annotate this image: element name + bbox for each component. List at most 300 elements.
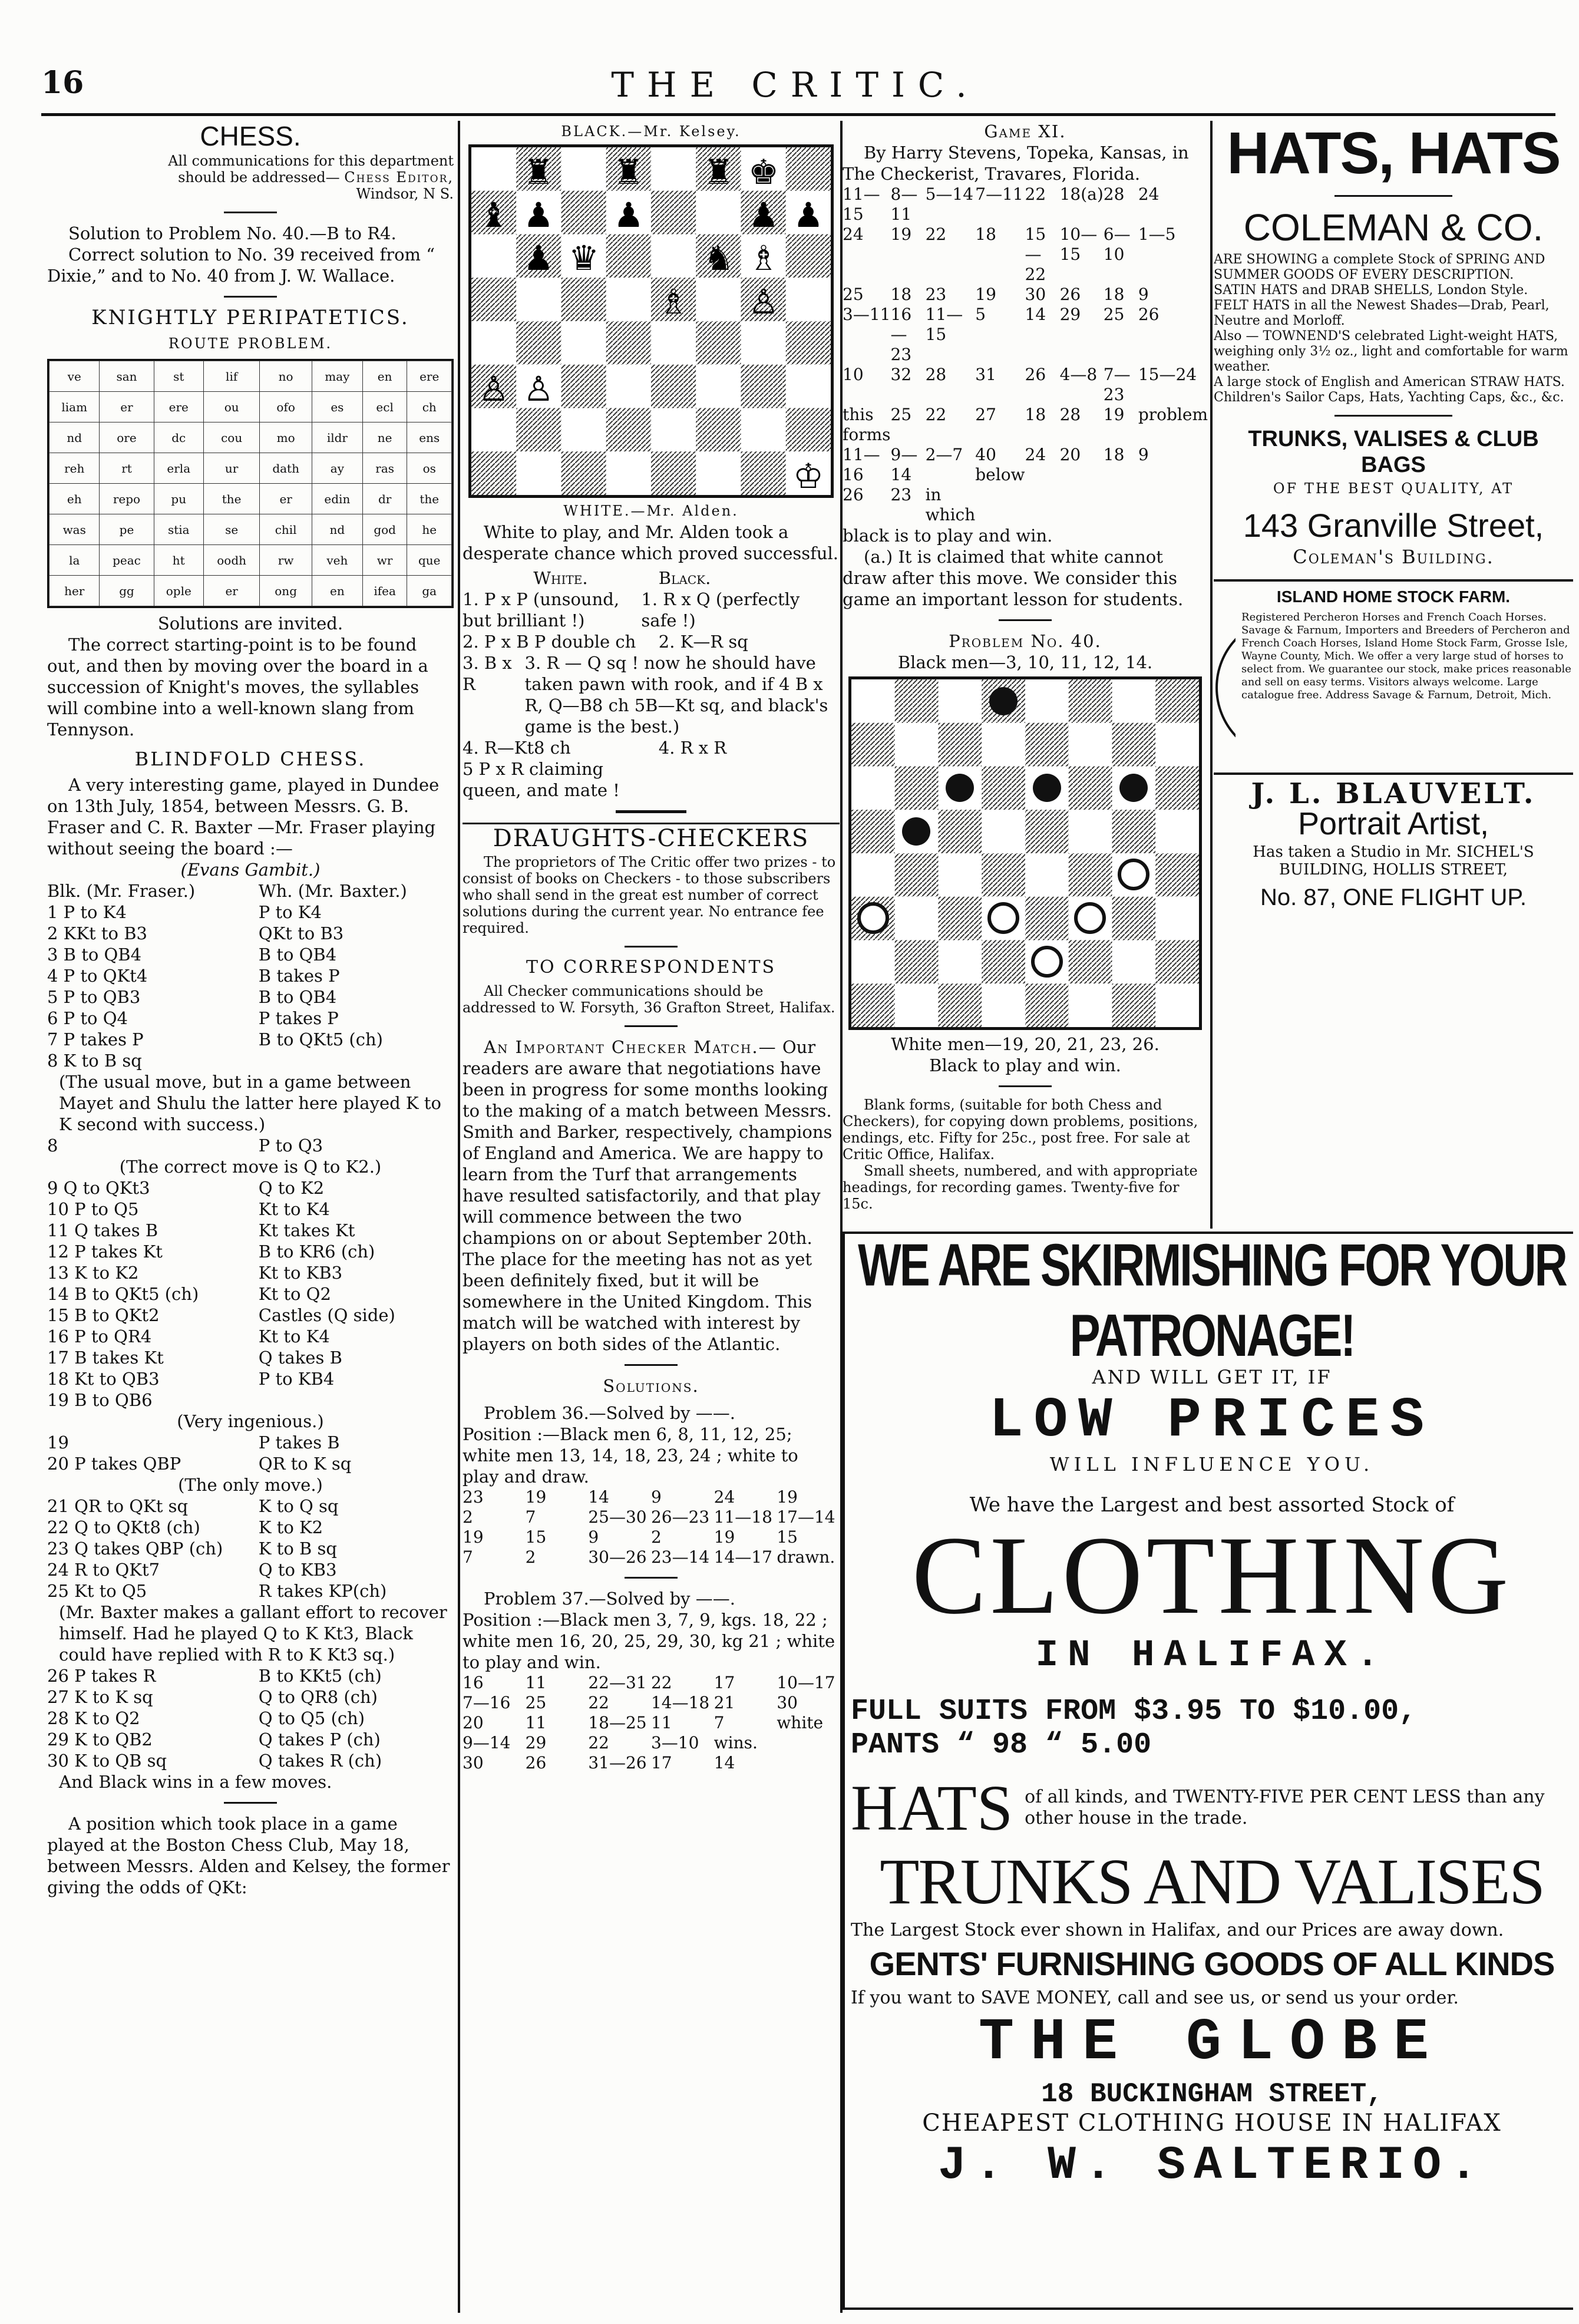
match-text: Our readers are aware that negotiations have been in progress for some months looking to the making of a match between Messrs. Smith and Barker, respectively, champions of England and America. We are happy to learn from the Turf that arrangements have resulted satisfactorily, and that play will commence between the two champions on or about September 20th. The place for the meeting has not as yet been definitely fixed, but it will be somewhere in the United Kingdom. This match will be watched with interest by players on both sides of the Atlantic. bbox=[463, 1037, 833, 1354]
chess-square bbox=[786, 365, 831, 408]
game-move-row bbox=[463, 652, 840, 737]
chess-square bbox=[606, 451, 651, 495]
grid-cell: 28 bbox=[1059, 405, 1081, 424]
grid-cell: 28 bbox=[1103, 184, 1125, 204]
move-row bbox=[47, 1241, 454, 1262]
route-cell: ga bbox=[407, 576, 452, 606]
chess-piece: ♙ bbox=[478, 369, 509, 409]
route-cell: ur bbox=[204, 453, 260, 484]
grid-cell bbox=[777, 1733, 840, 1753]
chess-square bbox=[561, 191, 606, 235]
grid-cell: 25 bbox=[843, 285, 864, 304]
grid-cell: 9 bbox=[588, 1527, 599, 1547]
grid-cell: 31—26 bbox=[588, 1753, 647, 1772]
grid-cell: 26—23 bbox=[650, 1507, 710, 1527]
route-cell: eh bbox=[49, 484, 100, 514]
problem-40-task: Black to play and win. bbox=[929, 1055, 1121, 1075]
grid-cell: 18 bbox=[975, 225, 996, 244]
grid-cell: 9—14 bbox=[463, 1733, 511, 1752]
grid-cell: 1—5 bbox=[1138, 225, 1176, 244]
checker-square bbox=[939, 853, 982, 897]
checker-square bbox=[1155, 940, 1199, 984]
route-cell: edin bbox=[312, 484, 362, 514]
move-white: B to QKt5 (ch) bbox=[258, 1029, 383, 1049]
grid-cell: 9 bbox=[650, 1487, 662, 1507]
ad-rule bbox=[1214, 579, 1573, 582]
trunks-title: TRUNKS, VALISES & CLUB BAGS bbox=[1248, 427, 1539, 477]
hats-title: HATS, HATS bbox=[1227, 120, 1560, 186]
checker-square bbox=[1112, 983, 1156, 1027]
route-cell: ofo bbox=[260, 392, 312, 422]
move-row bbox=[47, 1368, 454, 1389]
grid-cell: 4—8 bbox=[1059, 365, 1098, 384]
route-cell: ere bbox=[154, 392, 203, 422]
route-cell: ou bbox=[204, 392, 260, 422]
page-header bbox=[41, 65, 1550, 112]
chess-square bbox=[561, 147, 606, 191]
checker-square bbox=[1025, 983, 1069, 1027]
move-black: 10 P to Q5 bbox=[47, 1199, 139, 1219]
ornament-rule bbox=[616, 810, 686, 813]
moves-list bbox=[47, 1665, 454, 1771]
checker-white-man bbox=[1033, 948, 1061, 976]
checker-square bbox=[982, 810, 1025, 853]
game-note: (The only move.) bbox=[178, 1475, 323, 1495]
solutions-title: Solutions. bbox=[603, 1376, 699, 1396]
coleman-line: Children's Sailor Caps, Hats, Yachting Caps, &c., &c. bbox=[1214, 390, 1564, 405]
white-move: 2. P x B P double ch bbox=[463, 632, 636, 652]
move-black: 14 B to QKt5 (ch) bbox=[47, 1284, 199, 1304]
chess-piece: ♙ bbox=[748, 282, 779, 322]
grid-cell: 7—11 bbox=[975, 184, 1023, 204]
chess-square bbox=[471, 408, 516, 452]
grid-cell: 3—11 bbox=[843, 305, 891, 324]
route-cell: her bbox=[49, 576, 100, 606]
chess-square bbox=[696, 451, 741, 495]
move-black: 16 P to QR4 bbox=[47, 1326, 152, 1346]
route-cell: peac bbox=[100, 545, 154, 576]
grid-cell: 14 bbox=[713, 1753, 735, 1772]
route-cell: ildr bbox=[312, 422, 362, 453]
move-white: Castles (Q side) bbox=[258, 1305, 395, 1325]
move-row bbox=[47, 1496, 454, 1517]
chess-title: CHESS. bbox=[200, 121, 301, 151]
checker-square bbox=[851, 723, 895, 767]
grid-cell: 19 bbox=[1103, 405, 1125, 424]
we-have-text: We have the Largest and best assorted Stock of bbox=[969, 1493, 1455, 1517]
route-cell: ens bbox=[407, 422, 452, 453]
blauvelt-name: J. L. BLAUVELT. bbox=[1251, 777, 1536, 810]
route-cell: the bbox=[407, 484, 452, 514]
grid-cell: 10 bbox=[843, 365, 864, 384]
grid-cell: 18(a) bbox=[1059, 184, 1104, 204]
move-black: 13 K to K2 bbox=[47, 1263, 139, 1283]
grid-cell: 24 bbox=[713, 1487, 735, 1507]
grid-cell: 20 bbox=[1059, 445, 1081, 464]
move-row bbox=[47, 1517, 454, 1538]
chess-square bbox=[786, 321, 831, 365]
checker-black-man bbox=[902, 817, 930, 846]
grid-cell: 22 bbox=[588, 1693, 609, 1712]
move-white: QKt to B3 bbox=[258, 923, 344, 943]
chess-square bbox=[606, 365, 651, 408]
grid-cell: 19 bbox=[777, 1487, 798, 1507]
route-cell: es bbox=[312, 392, 362, 422]
grid-cell: 11 bbox=[650, 1713, 672, 1732]
chess-square bbox=[741, 321, 786, 365]
checker-square bbox=[1112, 723, 1156, 767]
address-line: Chess Editor, bbox=[344, 169, 454, 186]
grid-cell: 29 bbox=[1059, 305, 1081, 324]
move-row bbox=[47, 1708, 454, 1729]
route-cell: rt bbox=[100, 453, 154, 484]
grid-cell: 19 bbox=[525, 1487, 547, 1507]
granville-address: 143 Granville Street, bbox=[1243, 507, 1544, 544]
grid-cell: 18 bbox=[1025, 405, 1046, 424]
move-row bbox=[47, 1199, 454, 1220]
coleman-line: SATIN HATS and DRAB SHELLS, London Style. bbox=[1214, 283, 1528, 298]
grid-cell: 19 bbox=[713, 1527, 735, 1547]
coleman-line: ARE SHOWING a complete Stock of SPRING AND SUMMER GOODS OF EVERY DESCRIPTION. bbox=[1214, 252, 1545, 282]
grid-cell: 11—15 bbox=[843, 184, 880, 224]
chess-square bbox=[696, 365, 741, 408]
low-prices: LOW PRICES bbox=[989, 1388, 1435, 1453]
flight-text: No. 87, ONE FLIGHT UP. bbox=[1260, 884, 1527, 910]
chess-piece: ♗ bbox=[658, 282, 689, 322]
move-white: Kt to KB3 bbox=[258, 1263, 343, 1283]
chess-square bbox=[651, 235, 696, 278]
separator bbox=[224, 212, 277, 213]
checker-square bbox=[895, 897, 939, 940]
move-white: R takes KP(ch) bbox=[258, 1581, 387, 1601]
will-influence: WILL INFLUENCE YOU. bbox=[1049, 1453, 1375, 1475]
grid-cell: 40 below bbox=[975, 445, 1025, 484]
route-cell: he bbox=[407, 514, 452, 545]
checker-square bbox=[895, 853, 939, 897]
coleman-line: A large stock of English and American STRAW HATS. bbox=[1214, 375, 1565, 389]
grid-cell bbox=[777, 1753, 840, 1773]
chess-address bbox=[47, 153, 454, 202]
checker-square bbox=[1069, 983, 1112, 1027]
grid-cell: 24 bbox=[1138, 184, 1160, 204]
move-row bbox=[47, 1559, 454, 1580]
opening-name: (Evans Gambit.) bbox=[180, 860, 321, 880]
correspondents-title: TO CORRESPONDENTS bbox=[526, 957, 777, 978]
move-black: 28 K to Q2 bbox=[47, 1708, 140, 1728]
grid-cell: 27 bbox=[975, 405, 996, 424]
route-cell: en bbox=[312, 576, 362, 606]
move-row bbox=[47, 1389, 454, 1411]
checker-squares bbox=[851, 679, 1199, 1027]
route-cell: nd bbox=[312, 514, 362, 545]
move-white: QR to K sq bbox=[258, 1454, 352, 1474]
page-number: 16 bbox=[41, 65, 84, 101]
grid-cell: 21 bbox=[713, 1693, 735, 1712]
grid-cell: 14—18 bbox=[650, 1693, 710, 1712]
diagram-description: White to play, and Mr. Alden took a desperate chance which proved successful. bbox=[463, 522, 839, 563]
white-move: 1. P x P (unsound, but brilliant !) bbox=[463, 589, 620, 630]
grid-cell: 2—7 bbox=[925, 445, 963, 464]
move-black: 3 B to QB4 bbox=[47, 945, 142, 965]
move-black: 29 K to QB2 bbox=[47, 1729, 153, 1749]
hats-line bbox=[851, 1772, 1573, 1843]
grid-cell: 30 bbox=[463, 1753, 484, 1772]
grid-cell: 8—11 bbox=[890, 184, 918, 224]
route-cell: cou bbox=[204, 422, 260, 453]
route-cell: se bbox=[204, 514, 260, 545]
checker-square bbox=[939, 679, 982, 723]
grid-cell: 18 bbox=[1103, 445, 1125, 464]
pants-price: PANTS “ 98 “ 5.00 bbox=[851, 1728, 1152, 1762]
problem-40-white: White men—19, 20, 21, 23, 26. bbox=[891, 1034, 1160, 1054]
white-move: 4. R—Kt8 ch bbox=[463, 738, 571, 758]
move-row bbox=[47, 1305, 454, 1326]
chess-square bbox=[786, 278, 831, 321]
move-white: Q takes R (ch) bbox=[258, 1751, 382, 1771]
route-cell: er bbox=[204, 576, 260, 606]
checkers-column bbox=[843, 121, 1208, 1212]
grid-cell: in which bbox=[925, 485, 976, 524]
chess-piece: ♔ bbox=[793, 456, 824, 495]
globe-title: THE GLOBE bbox=[978, 2010, 1446, 2077]
solution-notice: Solution to Problem No. 40.—B to R4. bbox=[68, 223, 397, 243]
move-row bbox=[47, 1686, 454, 1708]
checker-square bbox=[1069, 810, 1112, 853]
move-black: 19 B to QB6 bbox=[47, 1390, 153, 1410]
route-cell: la bbox=[49, 545, 100, 576]
problem-37-header: Problem 37.—Solved by ——. bbox=[484, 1589, 735, 1609]
chess-square bbox=[741, 451, 786, 495]
route-cell: veh bbox=[312, 545, 362, 576]
move-black: 4 P to QKt4 bbox=[47, 966, 148, 986]
route-row bbox=[49, 361, 452, 392]
route-cell: ch bbox=[407, 392, 452, 422]
checker-square bbox=[895, 983, 939, 1027]
grid-cell: 7 bbox=[463, 1547, 473, 1567]
grid-cell: 10—17 bbox=[777, 1673, 835, 1692]
grid-cell: 6—10 bbox=[1103, 225, 1131, 264]
chess-piece: ♜ bbox=[613, 152, 644, 192]
grid-cell: 9 bbox=[1138, 285, 1149, 304]
chess-piece: ♟ bbox=[523, 195, 554, 235]
grid-cell: 29 bbox=[525, 1733, 547, 1752]
moves-list bbox=[47, 1177, 454, 1411]
match-article bbox=[463, 1036, 840, 1355]
move-white: B to QB4 bbox=[258, 987, 337, 1007]
moves-list bbox=[47, 1496, 454, 1602]
game-note: (Mr. Baxter makes a gallant effort to recover himself. Had he played Q to K Kt3, Black could have replied with R to K Kt3 sq.) bbox=[59, 1602, 447, 1665]
checker-square bbox=[1069, 853, 1112, 897]
alden-game bbox=[463, 589, 840, 801]
black-move: 2. K—R sq bbox=[658, 632, 748, 652]
grid-cell: 9 bbox=[1138, 445, 1149, 464]
game-xi-note: (a.) It is claimed that white cannot draw after this move. We consider this game an important lesson for students. bbox=[843, 547, 1184, 609]
hats-text: of all kinds, and TWENTY-FIVE PER CENT LESS than any other house in the trade. bbox=[1025, 1787, 1545, 1828]
grid-cell: 30—26 bbox=[588, 1547, 647, 1567]
move-white: B takes P bbox=[258, 966, 340, 986]
route-cell: mo bbox=[260, 422, 312, 453]
move-white: P takes P bbox=[258, 1008, 339, 1028]
checker-square bbox=[1069, 679, 1112, 723]
grid-cell: 7 bbox=[713, 1713, 725, 1732]
move-black: 2 KKt to B3 bbox=[47, 923, 147, 943]
grid-cell: 14—17 bbox=[713, 1547, 772, 1567]
colemans-building: Coleman's Building. bbox=[1293, 546, 1494, 568]
chess-square bbox=[561, 321, 606, 365]
grid-cell: 20 bbox=[463, 1713, 484, 1732]
move-black: 18 Kt to QB3 bbox=[47, 1369, 160, 1389]
small-sheets-ad: Small sheets, numbered, and with appropriate headings, for recording games. Twenty-five for 15c. bbox=[843, 1163, 1198, 1212]
black-head: Black. bbox=[658, 568, 711, 588]
problem-36-position: Position :—Black men 6, 8, 11, 12, 25; white men 13, 14, 18, 23, 24 ; white to play and draw. bbox=[463, 1424, 798, 1487]
route-cell: ras bbox=[362, 453, 407, 484]
grid-cell: 22 bbox=[925, 225, 947, 244]
checker-white-man bbox=[1119, 860, 1148, 889]
route-cell: erla bbox=[154, 453, 203, 484]
checker-square bbox=[895, 940, 939, 984]
checker-square bbox=[1025, 679, 1069, 723]
blank-forms-ad: Blank forms, (suitable for both Chess and Checkers), for copying down problems, positions, endings, etc. Fifty for 25c., post free. For sale at Critic Office, Halifax. bbox=[843, 1097, 1198, 1163]
move-row bbox=[47, 944, 454, 965]
route-row bbox=[49, 514, 452, 545]
grid-cell: 3—10 bbox=[650, 1733, 699, 1752]
checker-square bbox=[1155, 897, 1199, 940]
move-white: Kt to K4 bbox=[258, 1326, 330, 1346]
separator bbox=[625, 946, 678, 948]
move-black: 11 Q takes B bbox=[47, 1220, 158, 1240]
game-move-row bbox=[463, 631, 840, 652]
route-cell: chil bbox=[260, 514, 312, 545]
route-cell: ecl bbox=[362, 392, 407, 422]
trunks-valises: TRUNKS AND VALISES bbox=[880, 1846, 1544, 1917]
checker-square bbox=[851, 679, 895, 723]
route-cell: ere bbox=[407, 361, 452, 392]
checker-square bbox=[1112, 897, 1156, 940]
separator bbox=[1334, 195, 1452, 197]
grid-cell: drawn. bbox=[777, 1547, 835, 1567]
move-black: 19 bbox=[47, 1432, 69, 1453]
game-xi-title: Game XI. bbox=[984, 121, 1066, 141]
black-label: BLACK.—Mr. Kelsey. bbox=[561, 123, 741, 140]
separator bbox=[625, 1364, 678, 1366]
move-row bbox=[47, 1050, 454, 1071]
move-black: 5 P to QB3 bbox=[47, 987, 141, 1007]
checker-square bbox=[1025, 853, 1069, 897]
chess-square bbox=[696, 278, 741, 321]
problem-40-black: Black men—3, 10, 11, 12, 14. bbox=[897, 652, 1153, 672]
coleman-list bbox=[1214, 252, 1573, 405]
chess-diagram-column bbox=[463, 121, 840, 1773]
move-black: 8 bbox=[47, 1135, 58, 1156]
chess-square bbox=[471, 451, 516, 495]
move-black: 26 P takes R bbox=[47, 1666, 156, 1686]
problem-37-moves bbox=[463, 1673, 840, 1773]
address-line: should be addressed— bbox=[178, 169, 340, 186]
move-white: B to KKt5 (ch) bbox=[258, 1666, 382, 1686]
move-white: P takes B bbox=[258, 1432, 340, 1453]
grid-cell: wins. bbox=[713, 1733, 758, 1752]
move-white: Q to QR8 (ch) bbox=[258, 1687, 378, 1707]
route-cell: was bbox=[49, 514, 100, 545]
checker-black-man bbox=[1033, 774, 1061, 802]
trunks-sub: OF THE BEST QUALITY, AT bbox=[1273, 480, 1514, 497]
chess-square bbox=[561, 278, 606, 321]
route-cell: lif bbox=[204, 361, 260, 392]
move-white: P to KB4 bbox=[258, 1369, 335, 1389]
checker-square bbox=[939, 897, 982, 940]
chess-piece: ♙ bbox=[523, 369, 554, 409]
route-cell: no bbox=[260, 361, 312, 392]
separator bbox=[625, 1025, 678, 1027]
move-white: B to QB4 bbox=[258, 945, 337, 965]
chess-square bbox=[471, 147, 516, 191]
move-black: 27 K to K sq bbox=[47, 1687, 153, 1707]
move-row bbox=[47, 1347, 454, 1368]
checker-square bbox=[1025, 810, 1069, 853]
move-row bbox=[47, 1580, 454, 1602]
checker-square bbox=[1155, 679, 1199, 723]
checker-square bbox=[939, 983, 982, 1027]
grid-cell: 19 bbox=[890, 225, 912, 244]
street-address: 18 BUCKINGHAM STREET, bbox=[1041, 2079, 1383, 2110]
route-cell: pe bbox=[100, 514, 154, 545]
route-problem-grid bbox=[47, 359, 454, 608]
route-cell: rw bbox=[260, 545, 312, 576]
checker-square bbox=[1069, 723, 1112, 767]
route-cell: san bbox=[100, 361, 154, 392]
skirmish-banner: WE ARE SKIRMISHING FOR YOUR PATRONAGE! bbox=[858, 1231, 1566, 1369]
portrait-artist: Portrait Artist, bbox=[1297, 806, 1489, 841]
grid-cell: 28 bbox=[925, 365, 947, 384]
black-move: 1. R x Q (perfectly safe !) bbox=[641, 589, 800, 630]
checker-diagram bbox=[848, 676, 1202, 1030]
grid-cell: 22—31 bbox=[588, 1673, 647, 1692]
grid-cell: this forms bbox=[843, 405, 891, 444]
chess-square bbox=[786, 147, 831, 191]
grid-cell: 15—24 bbox=[1138, 365, 1197, 384]
chess-column bbox=[47, 121, 454, 1898]
move-white: Q to KB3 bbox=[258, 1560, 337, 1580]
move-white: Q to K2 bbox=[258, 1178, 325, 1198]
route-cell: que bbox=[407, 545, 452, 576]
correspondents-description: All Checker communications should be addressed to W. Forsyth, 36 Grafton Street, Halifax. bbox=[463, 983, 835, 1016]
checker-square bbox=[1112, 679, 1156, 723]
checker-square bbox=[1155, 767, 1199, 810]
grid-cell: 25 bbox=[890, 405, 912, 424]
grid-cell: 5 bbox=[975, 305, 986, 324]
grid-cell: 10—15 bbox=[1059, 225, 1098, 264]
move-black: 15 B to QKt2 bbox=[47, 1305, 160, 1325]
grid-cell: 25 bbox=[525, 1693, 547, 1712]
route-cell: er bbox=[260, 484, 312, 514]
checker-square bbox=[982, 853, 1025, 897]
checker-square bbox=[982, 940, 1025, 984]
white-head: Wh. (Mr. Baxter.) bbox=[258, 881, 407, 901]
column-rule-3 bbox=[1210, 121, 1213, 1229]
chess-square bbox=[516, 408, 561, 452]
game-heads bbox=[463, 567, 840, 589]
grid-cell: 2 bbox=[650, 1527, 662, 1547]
checker-white-man bbox=[859, 904, 887, 932]
grid-cell: problem bbox=[1138, 405, 1208, 424]
grid-cell: 23—14 bbox=[650, 1547, 710, 1567]
move-black: 22 Q to QKt8 (ch) bbox=[47, 1517, 200, 1537]
chess-piece: ♝ bbox=[478, 195, 509, 235]
grid-cell: 2 bbox=[525, 1547, 536, 1567]
move-row bbox=[47, 1262, 454, 1283]
move-black: 24 R to QKt7 bbox=[47, 1560, 160, 1580]
move-white: Kt to K4 bbox=[258, 1199, 330, 1219]
